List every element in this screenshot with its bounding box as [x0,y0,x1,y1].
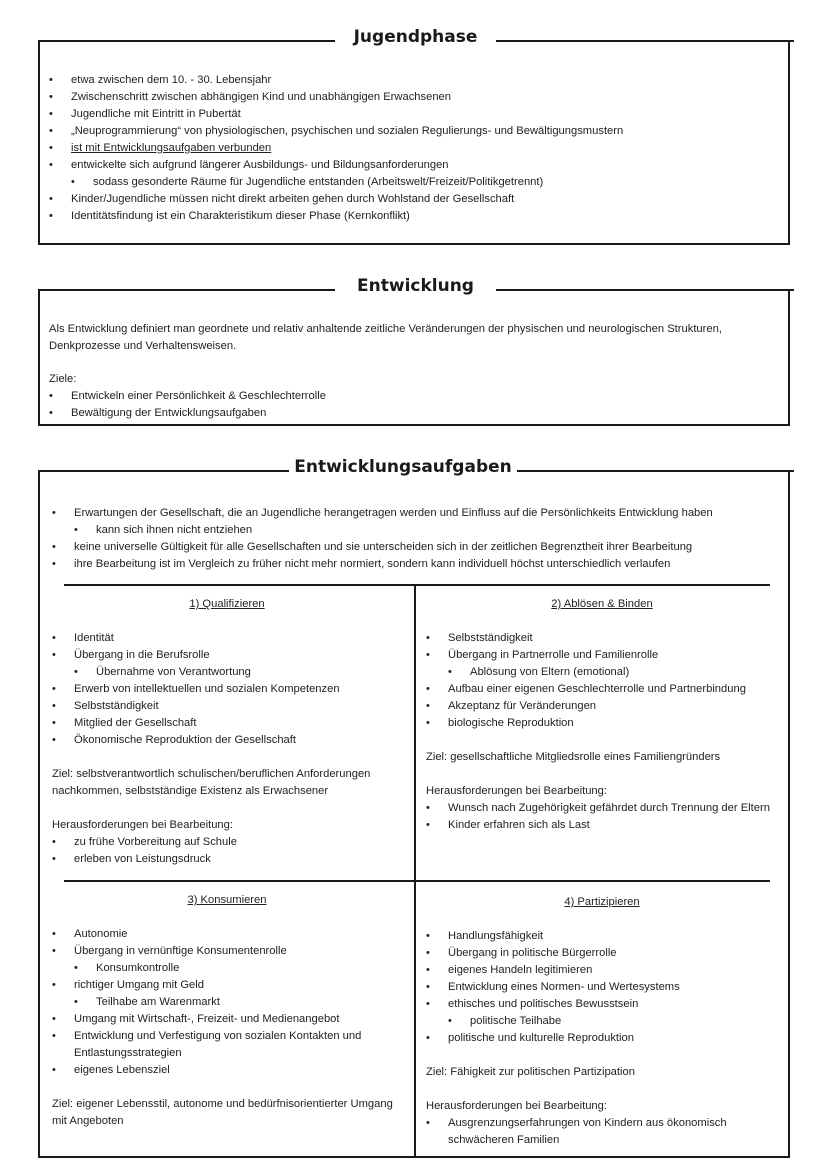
quadrant-title: 3) Konsumieren [187,894,267,906]
box-top-border-right [496,40,794,42]
quadrant-goal: Ziel: Fähigkeit zur politischen Partizipation [426,1066,635,1078]
list-item: • Aufbau einer eigenen Geschlechterrolle und Partnerbindung [426,681,778,698]
list-item: • eigenes Handeln legitimieren [426,962,778,979]
list-item: • Ökonomische Reproduktion der Gesellschaft [52,732,402,749]
list-item: • ihre Bearbeitung ist im Vergleich zu früher nicht mehr normiert, sondern kann individuell höchst unterschiedlich verlaufen [52,556,778,573]
list-subitem: • Konsumkontrolle [52,960,402,977]
list-item: • Übergang in Partnerrolle und Familienrolle [426,647,778,664]
list-subitem: • sodass gesonderte Räume für Jugendliche entstanden (Arbeitswelt/Freizeit/Politikgetrennt) [49,174,778,191]
list-subitem: • Ablösung von Eltern (emotional) [426,664,778,681]
list-item: • eigenes Lebensziel [52,1062,402,1079]
list-item: • Autonomie [52,926,402,943]
list-item: • „Neuprogrammierung“ von physiologischen, psychischen und sozialen Regulierungs- und Bewältigungsmustern [49,123,778,140]
quadrant-goal: Ziel: gesellschaftliche Mitgliedsrolle eines Familiengründers [426,751,721,763]
grid-line-top [64,584,770,586]
list-item: • ethisches und politisches Bewusstsein [426,996,778,1013]
box-top-border-left [38,40,335,42]
list-item: • Selbstständigkeit [52,698,402,715]
quadrant-list [52,926,402,1079]
challenges-list [426,800,778,834]
list-item: • Entwickeln einer Persönlichkeit & Geschlechterrolle [49,388,778,405]
list-item: • Wunsch nach Zugehörigkeit gefährdet durch Trennung der Eltern [426,800,778,817]
list-item: • Zwischenschritt zwischen abhängigen Kind und unabhängigen Erwachsenen [49,89,778,106]
challenges-list [426,1115,778,1149]
list-item: • entwickelte sich aufgrund längerer Ausbildungs- und Bildungsanforderungen [49,157,778,174]
box-top-border-left [38,470,289,472]
section-title-jugendphase: Jugendphase [353,27,478,47]
challenges-label: Herausforderungen bei Bearbeitung: [52,819,233,831]
list-item: • Erwartungen der Gesellschaft, die an Jugendliche herangetragen werden und Einfluss auf die Persönlichkeits Entwicklung haben [52,505,778,522]
quadrant-list [52,630,402,749]
list-item: • Selbstständigkeit [426,630,778,647]
list-item: • Handlungsfähigkeit [426,928,778,945]
quadrant-abloesen-binden [426,596,778,834]
challenges-list [52,834,402,868]
goals-label: Ziele: [49,373,77,385]
entwicklung-section [38,276,790,426]
box-top-border-right [496,289,794,291]
intro-list [52,505,778,573]
list-item: • Ausgrenzungserfahrungen von Kindern aus ökonomisch schwächeren Familien [426,1115,778,1149]
jugendphase-section [38,27,790,245]
list-item: • Übergang in politische Bürgerrolle [426,945,778,962]
section-title-entwicklungsaufgaben: Entwicklungsaufgaben [294,457,512,477]
list-item-underlined: • ist mit Entwicklungsaufgaben verbunden [49,140,778,157]
challenges-label: Herausforderungen bei Bearbeitung: [426,1100,607,1112]
list-item: • Übergang in vernünftige Konsumentenrolle [52,943,402,960]
list-item: • keine universelle Gültigkeit für alle Gesellschaften und sie unterscheiden sich in der zeitlichen Begrenztheit ihrer Bearbeitung [52,539,778,556]
list-item: • Umgang mit Wirtschaft-, Freizeit- und Medienangebot [52,1011,402,1028]
list-item: • richtiger Umgang mit Geld [52,977,402,994]
quadrant-title: 2) Ablösen & Binden [551,598,653,610]
goals-list [49,388,778,422]
entwicklungsaufgaben-section [38,457,790,1158]
list-item: • Mitglied der Gesellschaft [52,715,402,732]
list-item: • Erwerb von intellektuellen und sozialen Kompetenzen [52,681,402,698]
quadrant-qualifizieren [52,596,402,868]
list-item: • Entwicklung eines Normen- und Wertesystems [426,979,778,996]
quadrant-partizipieren [426,894,778,1149]
challenges-label: Herausforderungen bei Bearbeitung: [426,785,607,797]
quadrant-title: 1) Qualifizieren [189,598,265,610]
list-item: • erleben von Leistungsdruck [52,851,402,868]
jugendphase-list [49,72,778,225]
list-item: • biologische Reproduktion [426,715,778,732]
quadrant-list [426,630,778,732]
list-subitem: • kann sich ihnen nicht entziehen [52,522,778,539]
quadrant-goal: Ziel: selbstverantwortlich schulischen/beruflichen Anforderungen nachkommen, selbstständige Existenz als Erwachsener [52,768,371,797]
list-subitem: • politische Teilhabe [426,1013,778,1030]
box-top-border-left [38,289,335,291]
list-item: • Bewältigung der Entwicklungsaufgaben [49,405,778,422]
list-item: • Identität [52,630,402,647]
quadrant-list [426,928,778,1047]
grid-line-vertical [414,584,416,1156]
list-item: • politische und kulturelle Reproduktion [426,1030,778,1047]
list-item: • zu frühe Vorbereitung auf Schule [52,834,402,851]
grid-line-middle [64,880,770,882]
list-item: • Kinder erfahren sich als Last [426,817,778,834]
list-item: • Jugendliche mit Eintritt in Pubertät [49,106,778,123]
section-title-entwicklung: Entwicklung [357,276,474,296]
list-item: • Entwicklung und Verfestigung von sozialen Kontakten und Entlastungsstrategien [52,1028,402,1062]
quadrant-title: 4) Partizipieren [564,896,640,908]
quadrant-goal: Ziel: eigener Lebensstil, autonome und bedürfnisorientierter Umgang mit Angeboten [52,1098,393,1127]
list-subitem: • Teilhabe am Warenmarkt [52,994,402,1011]
list-item: • Akzeptanz für Veränderungen [426,698,778,715]
box-top-border-right [517,470,794,472]
list-item: • Identitätsfindung ist ein Charakteristikum dieser Phase (Kernkonflikt) [49,208,778,225]
list-item: • etwa zwischen dem 10. - 30. Lebensjahr [49,72,778,89]
list-item: • Kinder/Jugendliche müssen nicht direkt arbeiten gehen durch Wohlstand der Gesellschaft [49,191,778,208]
quadrant-konsumieren [52,892,402,1130]
definition-text: Als Entwicklung definiert man geordnete und relativ anhaltende zeitliche Veränderungen der physischen und neurologischen Strukturen, Denkprozesse und Verhaltensweisen. [49,323,722,352]
list-subitem: • Übernahme von Verantwortung [52,664,402,681]
list-item: • Übergang in die Berufsrolle [52,647,402,664]
